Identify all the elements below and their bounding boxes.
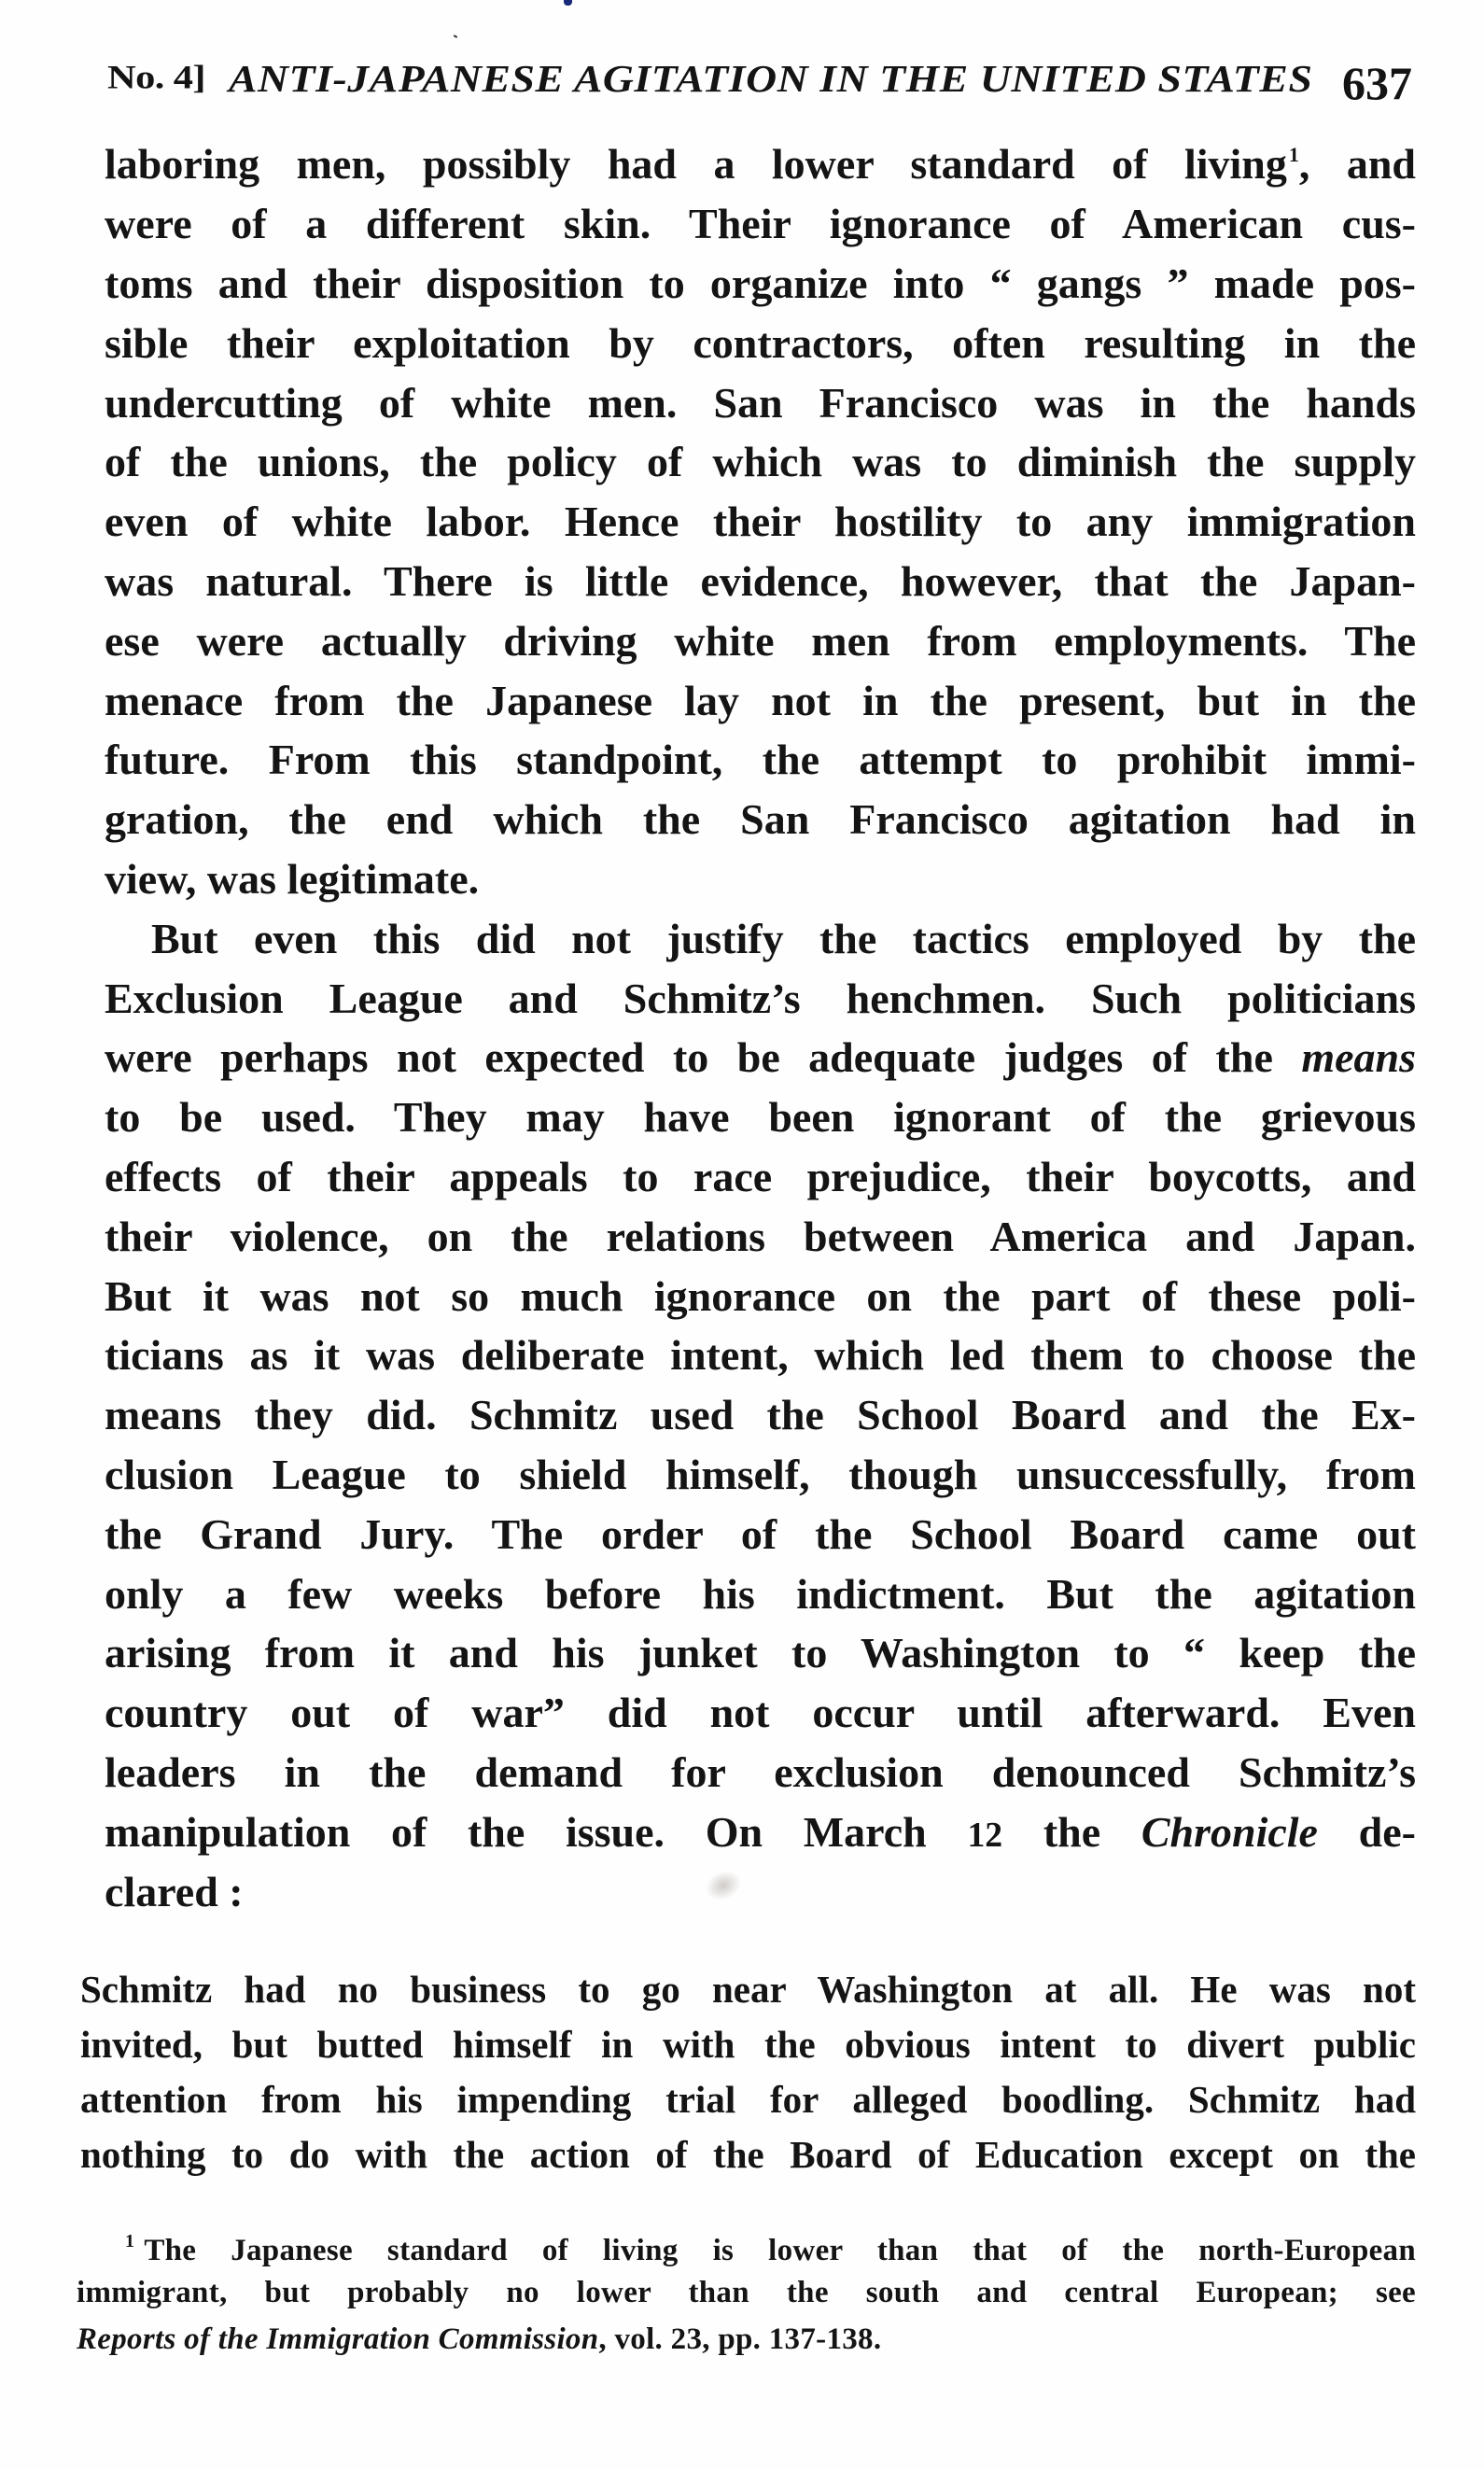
text-run: nothing to do with the action of the Board of Education except on the xyxy=(80,2132,1416,2176)
line-content xyxy=(105,378,1416,427)
line-content xyxy=(105,1331,1416,1380)
body-text-line xyxy=(105,1331,1416,1380)
text-run: only a few weeks before his indictment. But the agitation xyxy=(105,1569,1416,1618)
body-text-line xyxy=(105,318,1416,367)
body-text-line xyxy=(105,557,1416,606)
body-text-line xyxy=(105,1689,1416,1737)
body-text-line xyxy=(105,438,1416,486)
line-content xyxy=(105,1093,1416,1142)
body-text-line xyxy=(105,378,1416,427)
line-content xyxy=(105,200,1416,248)
text-run: clusion League to shield himself, though unsuccessfully, from xyxy=(105,1451,1416,1499)
line-content xyxy=(77,2232,1416,2266)
text-run: effects of their appeals to race prejudice, their boycotts, and xyxy=(105,1153,1416,1201)
body-text-line xyxy=(105,1033,1416,1082)
page-number: 637 xyxy=(1342,57,1412,109)
running-title: ANTI-JAPANESE AGITATION IN THE UNITED STATES xyxy=(229,57,1313,100)
text-run: invited, but butted himself in with the obvious intent to divert public xyxy=(80,2022,1416,2066)
body-text-line xyxy=(105,1509,1416,1558)
line-content xyxy=(105,1212,1416,1260)
body-text-line xyxy=(105,1451,1416,1499)
footnote-reference[interactable]: 1 xyxy=(1288,143,1299,167)
line-content xyxy=(105,318,1416,367)
scan-ink-mark xyxy=(564,0,572,6)
footnote-marker: 1 xyxy=(125,2230,135,2252)
body-text-line xyxy=(105,140,1416,189)
line-content xyxy=(105,1689,1416,1737)
line-content xyxy=(105,1391,1416,1439)
text-run: , and xyxy=(1298,140,1416,189)
line-content xyxy=(105,795,1416,844)
text-run: immigrant, but probably no lower than the south and central European; see xyxy=(77,2276,1416,2310)
body-text-line xyxy=(105,1569,1416,1618)
body-text-line xyxy=(105,1391,1416,1439)
line-content xyxy=(77,2324,1416,2355)
fn-text-line xyxy=(77,2278,1416,2308)
line-content xyxy=(105,1451,1416,1499)
text-run: Exclusion League and Schmitz’s henchmen. Such politicians xyxy=(105,974,1416,1022)
text-run: undercutting of white men. San Francisco was in the hands xyxy=(105,378,1416,427)
text-run: Schmitz had no business to go near Washington at all. He was not xyxy=(80,1967,1416,2011)
line-content xyxy=(105,1153,1416,1201)
text-run: de- xyxy=(1317,1807,1416,1856)
text-run: means they did. Schmitz used the School Board and the Ex- xyxy=(105,1391,1416,1439)
body-text-line xyxy=(105,1748,1416,1797)
text-run: menace from the Japanese lay not in the present, but in the xyxy=(105,676,1416,724)
fn-text-line xyxy=(77,2324,1416,2355)
body-text-line xyxy=(105,498,1416,546)
text-run: attention from his impending trial for alleged boodling. Schmitz had xyxy=(80,2077,1416,2121)
text-run: , vol. 23, pp. 137-138. xyxy=(598,2322,882,2356)
text-run: leaders in the demand for exclusion denounced Schmitz’s xyxy=(105,1748,1416,1797)
fn-text-line xyxy=(77,2232,1416,2266)
body-text-line xyxy=(105,914,1416,962)
body-text-line xyxy=(105,736,1416,784)
text-run: ese were actually driving white men from employments. The xyxy=(105,616,1416,665)
body-text-line xyxy=(105,795,1416,844)
body-text-line xyxy=(105,1093,1416,1142)
body-text-line xyxy=(105,855,1416,904)
text-run: view, was legitimate. xyxy=(105,855,480,904)
line-content xyxy=(105,1569,1416,1618)
line-content xyxy=(105,438,1416,486)
text-run: was natural. There is little evidence, however, that the Japan- xyxy=(105,557,1416,606)
body-text-line xyxy=(105,1153,1416,1201)
quote-text-line xyxy=(80,1967,1416,2011)
text-run: gration, the end which the San Francisco agitation had in xyxy=(105,795,1416,844)
line-content xyxy=(105,616,1416,665)
body-text-line xyxy=(105,1212,1416,1260)
line-content xyxy=(105,557,1416,606)
text-run: clared : xyxy=(105,1867,244,1915)
body-text-line xyxy=(105,200,1416,248)
body-text-line xyxy=(105,616,1416,665)
text-run: even of white labor. Hence their hostility to any immigration xyxy=(105,498,1416,546)
body-text-line xyxy=(105,676,1416,724)
text-run: arising from it and his junket to Washington to “ keep the xyxy=(105,1629,1416,1677)
line-content xyxy=(105,498,1416,546)
line-content xyxy=(105,140,1416,189)
text-run: toms and their disposition to organize into “ gangs ” made pos- xyxy=(105,260,1416,308)
italic-text: means xyxy=(1301,1033,1416,1082)
line-content xyxy=(105,855,1416,904)
italic-text: Reports of the Immigration Commission xyxy=(77,2322,599,2356)
body-text-line xyxy=(105,974,1416,1022)
text-run: were perhaps not expected to be adequate judges of the xyxy=(105,1033,1302,1082)
text-run: to be used. They may have been ignorant of the grievous xyxy=(105,1093,1416,1142)
line-content xyxy=(105,1748,1416,1797)
line-content xyxy=(77,2278,1416,2308)
body-text-line xyxy=(105,1867,1416,1915)
text-run: of the unions, the policy of which was to diminish the supply xyxy=(105,438,1416,486)
body-text-line xyxy=(105,1271,1416,1320)
line-content xyxy=(105,260,1416,308)
text-run: ticians as it was deliberate intent, which led them to choose the xyxy=(105,1331,1416,1380)
body-text-line xyxy=(105,260,1416,308)
line-content xyxy=(80,2077,1416,2121)
quote-text-line xyxy=(80,2022,1416,2066)
running-head xyxy=(105,56,1416,112)
text-run: But even this did not justify the tactics employed by the xyxy=(151,914,1416,962)
text-run: their violence, on the relations between America and Japan. xyxy=(105,1212,1416,1260)
line-content xyxy=(105,676,1416,724)
issue-number: No. 4] xyxy=(107,60,205,96)
line-content xyxy=(80,2022,1416,2066)
line-content xyxy=(105,1867,1416,1915)
line-content xyxy=(80,2132,1416,2176)
text-run: The Japanese standard of living is lower than that of the north-European xyxy=(144,2233,1416,2267)
text-run: But it was not so much ignorance on the part of these poli- xyxy=(105,1271,1416,1320)
text-run: laboring men, possibly had a lower standard of living xyxy=(105,140,1287,189)
text-run: country out of war” did not occur until afterward. Even xyxy=(105,1689,1416,1737)
line-content xyxy=(105,1629,1416,1677)
body-text-line xyxy=(105,1807,1416,1856)
body-text-line xyxy=(105,1629,1416,1677)
italic-text: Chronicle xyxy=(1141,1807,1318,1856)
quote-text-line xyxy=(80,2077,1416,2121)
line-content xyxy=(105,1271,1416,1320)
text-run: the xyxy=(1002,1807,1141,1856)
text-run: future. From this standpoint, the attempt to prohibit immi- xyxy=(105,736,1416,784)
line-content xyxy=(105,1807,1416,1856)
line-content xyxy=(105,974,1416,1022)
quote-text-line xyxy=(80,2132,1416,2176)
line-content xyxy=(105,1509,1416,1558)
line-content xyxy=(105,736,1416,784)
line-content xyxy=(80,1967,1416,2011)
text-run: the Grand Jury. The order of the School Board came out xyxy=(105,1509,1416,1558)
text-run: manipulation of the issue. On March xyxy=(105,1807,968,1856)
numeral-text: 12 xyxy=(967,1815,1003,1855)
line-content xyxy=(105,1033,1416,1082)
text-run: sible their exploitation by contractors, often resulting in the xyxy=(105,318,1416,367)
scan-speck xyxy=(454,35,457,38)
text-run: were of a different skin. Their ignorance of American cus- xyxy=(105,200,1416,248)
line-content xyxy=(105,914,1416,962)
